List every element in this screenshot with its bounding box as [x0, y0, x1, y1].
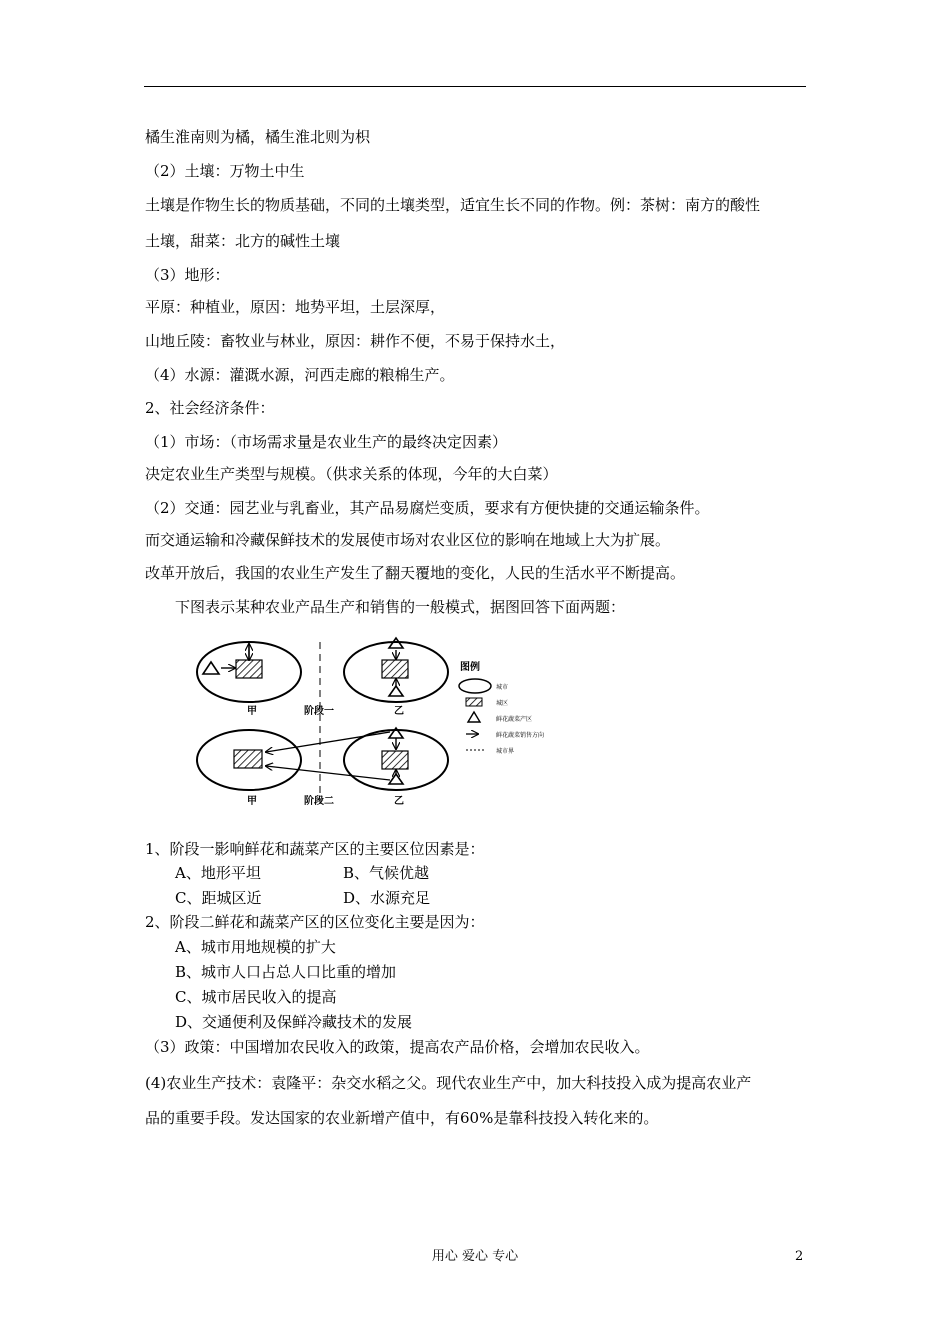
question-2-stem: 2、阶段二鲜花和蔬菜产区的区位变化主要是因为：: [145, 913, 485, 931]
city-a-label: 甲: [247, 706, 257, 717]
text-line: 橘生淮南则为橘，橘生淮北则为枳: [145, 128, 371, 146]
question-2-option: D、交通便利及保鲜冷藏技术的发展: [175, 1013, 413, 1031]
question-2-option: C、城市居民收入的提高: [175, 988, 337, 1006]
question-1-option: D、水源充足: [343, 889, 431, 907]
text-line: （2）土壤：万物土中生: [145, 162, 305, 180]
legend-city-swatch: [459, 679, 491, 693]
text-line: 2、社会经济条件：: [145, 399, 275, 417]
legend-label: 城区: [496, 700, 509, 707]
text-line: （3）政策：中国增加农民收入的政策，提高农产品价格，会增加农民收入。: [145, 1038, 650, 1056]
urban-area-rect: [234, 750, 262, 768]
production-area-triangle: [389, 686, 403, 696]
urban-area-rect: [382, 751, 408, 769]
text-line: 平原：种植业，原因：地势平坦，土层深厚，: [145, 298, 446, 316]
text-line: (4)农业生产技术：袁隆平：杂交水稻之父。现代农业生产中，加大科技投入成为提高农业产: [145, 1074, 752, 1092]
text-line: 决定农业生产类型与规模。（供求关系的体现，今年的大白菜）: [145, 465, 558, 483]
text-line: （3）地形：: [145, 266, 230, 284]
text-line: 品的重要手段。发达国家的农业新增产值中，有60%是靠科技投入转化来的。: [145, 1109, 659, 1127]
production-area-triangle: [203, 662, 219, 674]
urban-area-rect: [382, 660, 408, 678]
question-2-option: B、城市人口占总人口比重的增加: [175, 963, 397, 981]
text-line: （4）水源：灌溉水源，河西走廊的粮棉生产。: [145, 366, 455, 384]
sales-arrow: [266, 732, 390, 752]
urban-area-rect: [236, 660, 262, 678]
footer-slogan: 用心 爱心 专心: [431, 1249, 519, 1264]
agri-location-diagram: [194, 634, 594, 810]
city-b-label: 乙: [394, 706, 404, 717]
text-line: 山地丘陵：畜牧业与林业，原因：耕作不便，不易于保持水土，: [145, 332, 566, 350]
header-rule: [144, 86, 806, 87]
legend-label: 城市界: [496, 748, 515, 755]
figure-intro: 下图表示某种农业产品生产和销售的一般模式，据图回答下面两题：: [175, 598, 626, 616]
legend-title: 图例: [460, 662, 480, 673]
question-1-option: A、地形平坦: [175, 864, 261, 882]
legend-label: 鲜花蔬菜产区: [496, 716, 533, 723]
legend-urban-swatch: [466, 698, 482, 706]
text-line: （1）市场：（市场需求量是农业生产的最终决定因素）: [145, 433, 508, 451]
question-1-option: B、气候优越: [343, 864, 430, 882]
sales-arrow: [266, 766, 390, 780]
legend-label: 城市: [496, 684, 509, 691]
stage1-label: 阶段一: [304, 706, 334, 717]
text-line: 土壤，甜菜：北方的碱性土壤: [145, 232, 341, 250]
text-line: 改革开放后，我国的农业生产发生了翻天覆地的变化，人民的生活水平不断提高。: [145, 564, 686, 582]
legend-production-swatch: [468, 712, 480, 722]
production-area-triangle: [389, 774, 403, 784]
text-line: 土壤是作物生长的物质基础，不同的土壤类型，适宜生长不同的作物。例：茶树：南方的酸性: [145, 196, 761, 214]
question-2-option: A、城市用地规模的扩大: [175, 938, 336, 956]
question-1-option: C、距城区近: [175, 889, 262, 907]
city-b-label: 乙: [394, 796, 404, 807]
legend: [459, 660, 544, 755]
stage2-label: 阶段二: [304, 796, 334, 807]
text-line: （2）交通：园艺业与乳畜业，其产品易腐烂变质，要求有方便快捷的交通运输条件。: [145, 499, 710, 517]
question-1-stem: 1、阶段一影响鲜花和蔬菜产区的主要区位因素是：: [145, 840, 485, 858]
text-line: 而交通运输和冷藏保鲜技术的发展使市场对农业区位的影响在地域上大为扩展。: [145, 531, 671, 549]
legend-label: 鲜花蔬菜销售方向: [496, 732, 545, 739]
city-a-label: 甲: [247, 796, 257, 807]
page-number: 2: [795, 1249, 804, 1264]
